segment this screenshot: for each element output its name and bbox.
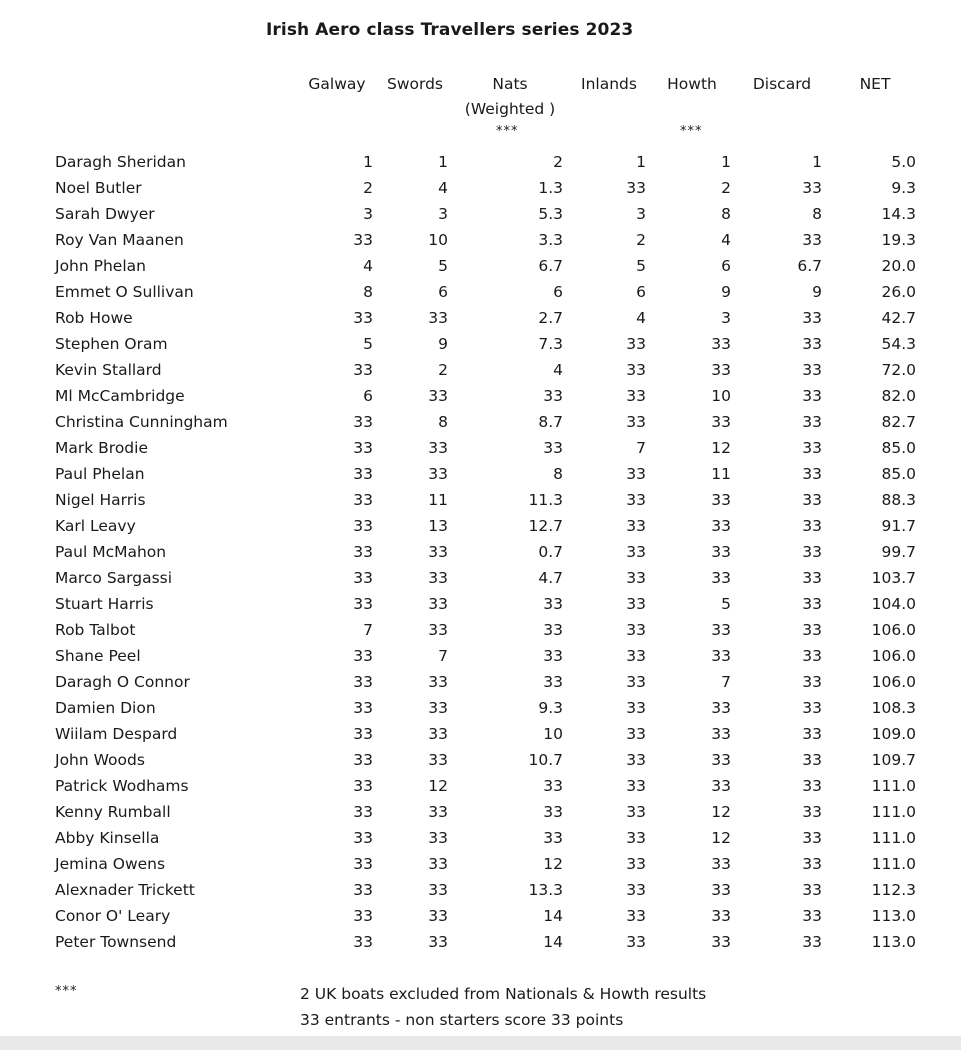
score-galway: 5 xyxy=(363,335,373,353)
footnote-line-2: 33 entrants - non starters score 33 points xyxy=(300,1011,624,1029)
footnote-line-1: 2 UK boats excluded from Nationals & Howth results xyxy=(300,985,707,1003)
col-header-discard: Discard xyxy=(752,75,812,93)
score-galway: 33 xyxy=(353,855,373,873)
sailor-name: Karl Leavy xyxy=(55,517,136,535)
score-nats: 12 xyxy=(543,855,563,873)
score-inlands: 6 xyxy=(636,283,646,301)
score-discard: 33 xyxy=(802,699,822,717)
score-inlands: 33 xyxy=(626,517,646,535)
table-row xyxy=(0,357,961,383)
score-discard: 33 xyxy=(802,855,822,873)
score-inlands: 7 xyxy=(636,439,646,457)
table-row xyxy=(0,591,961,617)
score-nats: 5.3 xyxy=(538,205,563,223)
score-inlands: 33 xyxy=(626,543,646,561)
score-galway: 6 xyxy=(363,387,373,405)
score-swords: 33 xyxy=(428,439,448,457)
score-swords: 33 xyxy=(428,881,448,899)
score-net: 85.0 xyxy=(881,439,916,457)
footnote-marker: *** xyxy=(55,984,78,999)
score-discard: 6.7 xyxy=(797,257,822,275)
score-inlands: 33 xyxy=(626,621,646,639)
score-galway: 33 xyxy=(353,725,373,743)
score-nats: 33 xyxy=(543,439,563,457)
score-howth: 33 xyxy=(711,751,731,769)
score-inlands: 33 xyxy=(626,595,646,613)
score-swords: 7 xyxy=(438,647,448,665)
table-row xyxy=(0,799,961,825)
score-net: 20.0 xyxy=(881,257,916,275)
table-row xyxy=(0,747,961,773)
score-swords: 33 xyxy=(428,933,448,951)
score-discard: 33 xyxy=(802,439,822,457)
score-net: 91.7 xyxy=(881,517,916,535)
score-swords: 8 xyxy=(438,413,448,431)
score-net: 14.3 xyxy=(881,205,916,223)
score-nats: 9.3 xyxy=(538,699,563,717)
score-inlands: 33 xyxy=(626,907,646,925)
score-net: 26.0 xyxy=(881,283,916,301)
score-inlands: 33 xyxy=(626,777,646,795)
score-galway: 33 xyxy=(353,751,373,769)
score-nats: 0.7 xyxy=(538,543,563,561)
table-row xyxy=(0,435,961,461)
score-nats: 6 xyxy=(553,283,563,301)
score-galway: 33 xyxy=(353,413,373,431)
score-net: 109.7 xyxy=(871,751,916,769)
score-discard: 33 xyxy=(802,647,822,665)
score-howth: 3 xyxy=(721,309,731,327)
score-howth: 5 xyxy=(721,595,731,613)
col-header-galway: Galway xyxy=(308,75,366,93)
score-galway: 33 xyxy=(353,933,373,951)
score-inlands: 33 xyxy=(626,803,646,821)
table-row xyxy=(0,877,961,903)
table-row xyxy=(0,617,961,643)
score-discard: 33 xyxy=(802,361,822,379)
score-swords: 33 xyxy=(428,855,448,873)
table-row xyxy=(0,409,961,435)
score-discard: 33 xyxy=(802,621,822,639)
score-nats: 14 xyxy=(543,933,563,951)
sailor-name: Damien Dion xyxy=(55,699,156,717)
score-swords: 12 xyxy=(428,777,448,795)
score-net: 111.0 xyxy=(871,829,916,847)
col-header-howth: Howth xyxy=(667,75,717,93)
score-galway: 33 xyxy=(353,777,373,795)
table-row xyxy=(0,487,961,513)
sailor-name: Ml McCambridge xyxy=(55,387,185,405)
score-howth: 33 xyxy=(711,777,731,795)
score-net: 111.0 xyxy=(871,803,916,821)
score-net: 5.0 xyxy=(891,153,916,171)
table-row xyxy=(0,773,961,799)
score-net: 85.0 xyxy=(881,465,916,483)
score-galway: 1 xyxy=(363,153,373,171)
score-galway: 33 xyxy=(353,309,373,327)
score-swords: 13 xyxy=(428,517,448,535)
score-nats: 4 xyxy=(553,361,563,379)
score-nats: 10.7 xyxy=(528,751,563,769)
score-swords: 1 xyxy=(438,153,448,171)
sailor-name: Paul Phelan xyxy=(55,465,145,483)
sailor-name: Patrick Wodhams xyxy=(55,777,189,795)
score-discard: 33 xyxy=(802,881,822,899)
score-galway: 2 xyxy=(363,179,373,197)
table-row xyxy=(0,825,961,851)
score-discard: 9 xyxy=(812,283,822,301)
score-nats: 33 xyxy=(543,829,563,847)
score-howth: 8 xyxy=(721,205,731,223)
score-galway: 33 xyxy=(353,673,373,691)
score-howth: 33 xyxy=(711,621,731,639)
score-net: 82.7 xyxy=(881,413,916,431)
score-net: 42.7 xyxy=(881,309,916,327)
score-swords: 33 xyxy=(428,309,448,327)
score-swords: 6 xyxy=(438,283,448,301)
score-nats: 7.3 xyxy=(538,335,563,353)
score-galway: 33 xyxy=(353,543,373,561)
sailor-name: Conor O' Leary xyxy=(55,907,171,925)
col-header-net: NET xyxy=(859,75,891,93)
score-galway: 33 xyxy=(353,491,373,509)
score-galway: 3 xyxy=(363,205,373,223)
score-howth: 33 xyxy=(711,413,731,431)
score-swords: 33 xyxy=(428,569,448,587)
score-discard: 33 xyxy=(802,595,822,613)
score-howth: 33 xyxy=(711,855,731,873)
score-nats: 2 xyxy=(553,153,563,171)
score-net: 113.0 xyxy=(871,907,916,925)
sailor-name: Daragh O Connor xyxy=(55,673,190,691)
score-net: 106.0 xyxy=(871,673,916,691)
score-discard: 33 xyxy=(802,413,822,431)
table-row xyxy=(0,305,961,331)
score-swords: 33 xyxy=(428,803,448,821)
score-discard: 33 xyxy=(802,335,822,353)
sailor-name: Peter Townsend xyxy=(55,933,177,951)
table-row xyxy=(0,201,961,227)
score-howth: 11 xyxy=(711,465,731,483)
table-row xyxy=(0,461,961,487)
score-net: 103.7 xyxy=(871,569,916,587)
score-galway: 33 xyxy=(353,907,373,925)
table-row xyxy=(0,929,961,955)
sailor-name: Kevin Stallard xyxy=(55,361,162,379)
score-nats: 8.7 xyxy=(538,413,563,431)
score-discard: 33 xyxy=(802,543,822,561)
table-row xyxy=(0,175,961,201)
nats-marker: *** xyxy=(496,124,519,139)
score-net: 106.0 xyxy=(871,647,916,665)
score-howth: 7 xyxy=(721,673,731,691)
score-howth: 33 xyxy=(711,647,731,665)
score-net: 99.7 xyxy=(881,543,916,561)
score-galway: 33 xyxy=(353,569,373,587)
score-inlands: 33 xyxy=(626,673,646,691)
score-discard: 1 xyxy=(812,153,822,171)
col-header-nats-label: Nats xyxy=(492,75,528,93)
score-swords: 3 xyxy=(438,205,448,223)
score-nats: 13.3 xyxy=(528,881,563,899)
table-row xyxy=(0,643,961,669)
score-discard: 33 xyxy=(802,933,822,951)
score-nats: 33 xyxy=(543,673,563,691)
sailor-name: Noel Butler xyxy=(55,179,142,197)
score-howth: 4 xyxy=(721,231,731,249)
score-galway: 7 xyxy=(363,621,373,639)
score-howth: 33 xyxy=(711,699,731,717)
table-row xyxy=(0,513,961,539)
score-net: 19.3 xyxy=(881,231,916,249)
score-galway: 4 xyxy=(363,257,373,275)
score-inlands: 33 xyxy=(626,699,646,717)
sailor-name: John Phelan xyxy=(55,257,146,275)
sailor-name: Shane Peel xyxy=(55,647,141,665)
score-galway: 33 xyxy=(353,231,373,249)
sailor-name: Marco Sargassi xyxy=(55,569,173,587)
score-howth: 33 xyxy=(711,933,731,951)
score-inlands: 3 xyxy=(636,205,646,223)
score-galway: 33 xyxy=(353,829,373,847)
table-row xyxy=(0,227,961,253)
score-inlands: 33 xyxy=(626,179,646,197)
score-howth: 33 xyxy=(711,491,731,509)
score-swords: 4 xyxy=(438,179,448,197)
score-inlands: 33 xyxy=(626,387,646,405)
score-inlands: 5 xyxy=(636,257,646,275)
score-swords: 5 xyxy=(438,257,448,275)
score-inlands: 33 xyxy=(626,855,646,873)
table-row xyxy=(0,331,961,357)
col-header-nats-sub: (Weighted ) xyxy=(464,100,556,118)
score-net: 54.3 xyxy=(881,335,916,353)
score-nats: 33 xyxy=(543,387,563,405)
score-nats: 4.7 xyxy=(538,569,563,587)
score-inlands: 33 xyxy=(626,881,646,899)
score-swords: 11 xyxy=(428,491,448,509)
score-inlands: 33 xyxy=(626,491,646,509)
score-discard: 33 xyxy=(802,569,822,587)
score-inlands: 33 xyxy=(626,647,646,665)
score-howth: 33 xyxy=(711,725,731,743)
score-swords: 33 xyxy=(428,465,448,483)
score-howth: 12 xyxy=(711,439,731,457)
score-galway: 33 xyxy=(353,465,373,483)
score-swords: 33 xyxy=(428,699,448,717)
score-discard: 33 xyxy=(802,491,822,509)
table-row xyxy=(0,149,961,175)
table-row xyxy=(0,669,961,695)
score-swords: 33 xyxy=(428,751,448,769)
score-inlands: 33 xyxy=(626,751,646,769)
table-row xyxy=(0,695,961,721)
score-nats: 3.3 xyxy=(538,231,563,249)
sailor-name: Abby Kinsella xyxy=(55,829,160,847)
score-swords: 33 xyxy=(428,621,448,639)
score-swords: 33 xyxy=(428,673,448,691)
table-row xyxy=(0,851,961,877)
score-swords: 33 xyxy=(428,829,448,847)
score-inlands: 33 xyxy=(626,829,646,847)
score-inlands: 33 xyxy=(626,933,646,951)
score-swords: 10 xyxy=(428,231,448,249)
score-swords: 33 xyxy=(428,387,448,405)
col-header-swords: Swords xyxy=(386,75,443,93)
score-discard: 8 xyxy=(812,205,822,223)
score-nats: 6.7 xyxy=(538,257,563,275)
sailor-name: Daragh Sheridan xyxy=(55,153,186,171)
score-discard: 33 xyxy=(802,907,822,925)
score-nats: 8 xyxy=(553,465,563,483)
score-discard: 33 xyxy=(802,231,822,249)
score-howth: 33 xyxy=(711,361,731,379)
score-net: 82.0 xyxy=(881,387,916,405)
score-nats: 10 xyxy=(543,725,563,743)
sailor-name: Stuart Harris xyxy=(55,595,154,613)
score-nats: 33 xyxy=(543,647,563,665)
score-discard: 33 xyxy=(802,179,822,197)
score-discard: 33 xyxy=(802,387,822,405)
table-row xyxy=(0,253,961,279)
score-howth: 1 xyxy=(721,153,731,171)
score-swords: 33 xyxy=(428,543,448,561)
score-galway: 33 xyxy=(353,439,373,457)
score-inlands: 33 xyxy=(626,465,646,483)
score-net: 88.3 xyxy=(881,491,916,509)
score-howth: 2 xyxy=(721,179,731,197)
score-discard: 33 xyxy=(802,725,822,743)
score-galway: 33 xyxy=(353,517,373,535)
score-inlands: 1 xyxy=(636,153,646,171)
score-nats: 33 xyxy=(543,803,563,821)
score-galway: 8 xyxy=(363,283,373,301)
sailor-name: Christina Cunningham xyxy=(55,413,228,431)
score-net: 104.0 xyxy=(871,595,916,613)
score-discard: 33 xyxy=(802,803,822,821)
score-net: 111.0 xyxy=(871,855,916,873)
score-swords: 2 xyxy=(438,361,448,379)
score-nats: 33 xyxy=(543,595,563,613)
score-howth: 33 xyxy=(711,569,731,587)
score-swords: 33 xyxy=(428,725,448,743)
score-galway: 33 xyxy=(353,361,373,379)
score-net: 113.0 xyxy=(871,933,916,951)
score-net: 108.3 xyxy=(871,699,916,717)
col-header-nats xyxy=(455,72,565,122)
score-nats: 12.7 xyxy=(528,517,563,535)
sailor-name: Emmet O Sullivan xyxy=(55,283,194,301)
score-howth: 10 xyxy=(711,387,731,405)
sailor-name: Alexnader Trickett xyxy=(55,881,195,899)
score-galway: 33 xyxy=(353,699,373,717)
score-howth: 6 xyxy=(721,257,731,275)
score-howth: 9 xyxy=(721,283,731,301)
score-net: 112.3 xyxy=(871,881,916,899)
score-nats: 11.3 xyxy=(528,491,563,509)
sailor-name: Jemina Owens xyxy=(55,855,166,873)
score-inlands: 33 xyxy=(626,361,646,379)
score-net: 72.0 xyxy=(881,361,916,379)
score-nats: 33 xyxy=(543,777,563,795)
score-swords: 33 xyxy=(428,907,448,925)
score-inlands: 33 xyxy=(626,569,646,587)
score-inlands: 33 xyxy=(626,413,646,431)
score-galway: 33 xyxy=(353,647,373,665)
score-discard: 33 xyxy=(802,751,822,769)
score-nats: 2.7 xyxy=(538,309,563,327)
score-discard: 33 xyxy=(802,517,822,535)
score-discard: 33 xyxy=(802,829,822,847)
score-net: 9.3 xyxy=(891,179,916,197)
score-howth: 12 xyxy=(711,829,731,847)
score-howth: 33 xyxy=(711,517,731,535)
sailor-name: Mark Brodie xyxy=(55,439,148,457)
score-galway: 33 xyxy=(353,595,373,613)
score-nats: 33 xyxy=(543,621,563,639)
score-inlands: 33 xyxy=(626,725,646,743)
score-nats: 14 xyxy=(543,907,563,925)
sailor-name: Roy Van Maanen xyxy=(55,231,184,249)
table-row xyxy=(0,721,961,747)
sailor-name: Rob Howe xyxy=(55,309,133,327)
score-howth: 33 xyxy=(711,543,731,561)
table-row xyxy=(0,279,961,305)
score-galway: 33 xyxy=(353,803,373,821)
score-howth: 33 xyxy=(711,881,731,899)
score-discard: 33 xyxy=(802,465,822,483)
score-inlands: 2 xyxy=(636,231,646,249)
howth-marker: *** xyxy=(680,124,703,139)
score-nats: 1.3 xyxy=(538,179,563,197)
sailor-name: Stephen Oram xyxy=(55,335,168,353)
table-row xyxy=(0,383,961,409)
page-bottom-edge xyxy=(0,1036,961,1050)
sailor-name: Rob Talbot xyxy=(55,621,136,639)
score-howth: 12 xyxy=(711,803,731,821)
score-net: 106.0 xyxy=(871,621,916,639)
table-row xyxy=(0,903,961,929)
score-inlands: 33 xyxy=(626,335,646,353)
score-discard: 33 xyxy=(802,777,822,795)
score-galway: 33 xyxy=(353,881,373,899)
table-row xyxy=(0,565,961,591)
sailor-name: Sarah Dwyer xyxy=(55,205,155,223)
score-swords: 33 xyxy=(428,595,448,613)
score-discard: 33 xyxy=(802,309,822,327)
score-inlands: 4 xyxy=(636,309,646,327)
score-howth: 33 xyxy=(711,335,731,353)
score-net: 111.0 xyxy=(871,777,916,795)
score-howth: 33 xyxy=(711,907,731,925)
score-swords: 9 xyxy=(438,335,448,353)
col-header-inlands: Inlands xyxy=(581,75,637,93)
page-title: Irish Aero class Travellers series 2023 xyxy=(266,20,634,40)
sailor-name: Paul McMahon xyxy=(55,543,167,561)
sailor-name: Kenny Rumball xyxy=(55,803,171,821)
table-row xyxy=(0,539,961,565)
sailor-name: John Woods xyxy=(55,751,145,769)
score-net: 109.0 xyxy=(871,725,916,743)
sailor-name: Wiilam Despard xyxy=(55,725,178,743)
sailor-name: Nigel Harris xyxy=(55,491,146,509)
score-discard: 33 xyxy=(802,673,822,691)
